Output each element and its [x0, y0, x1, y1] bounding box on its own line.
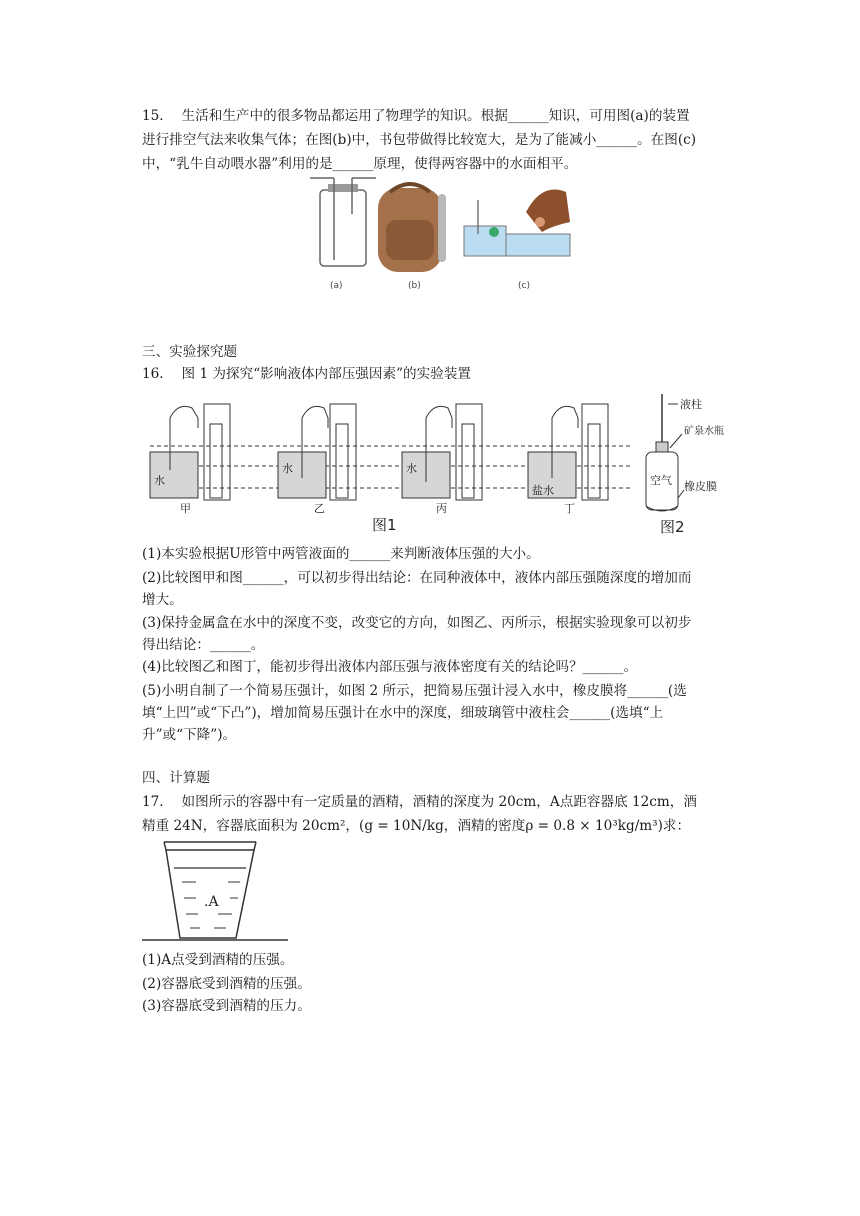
q17-sub-1: (1)A点受到酒精的压强。 — [142, 952, 294, 968]
q17-sub-2: (2)容器底受到酒精的压强。 — [142, 976, 311, 992]
figure-2-bottle-gauge — [634, 390, 744, 538]
panel-label-jia: 甲 — [180, 502, 191, 515]
q16-line-7: (5)小明自制了一个简易压强计，如图 2 所示，把简易压强计浸入水中，橡皮膜将______(选 — [142, 683, 687, 699]
q16-line-2: (2)比较图甲和图______，可以初步得出结论：在同种液体中，液体内部压强随深度的增加而 — [142, 570, 692, 586]
gauge-panel-bing — [402, 404, 482, 500]
q16-line-1: (1)本实验根据U形管中两管液面的______来判断液体压强的大小。 — [142, 546, 540, 562]
q15-line-2: 进行排空气法来收集气体；在图(b)中，书包带做得比较宽大，是为了能减小______。在图(c) — [142, 132, 697, 148]
liquid-label-ding: 盐水 — [532, 484, 554, 497]
caption-a: (a) — [330, 281, 343, 291]
q15-figures — [290, 174, 580, 296]
q16-intro: 16. 图 1 为探究“影响液体内部压强因素”的实验装置 — [142, 366, 472, 382]
label-water-bottle: 矿泉水瓶 — [684, 426, 724, 437]
q15-line-1: 15. 生活和生产中的很多物品都运用了物理学的知识。根据______知识，可用图(a)的装置 — [142, 108, 690, 124]
figure-1-caption: 图1 — [372, 516, 397, 534]
panel-label-ding: 丁 — [564, 502, 575, 515]
panel-label-yi: 乙 — [314, 502, 325, 515]
liquid-label-yi: 水 — [282, 462, 293, 475]
caption-c: (c) — [518, 281, 530, 291]
backpack-figure — [378, 184, 446, 272]
q16-line-3: 增大。 — [142, 592, 183, 608]
q17-line-2: 精重 24N，容器底面积为 20cm²，(g = 10N/kg，酒精的密度ρ = 0.8 × 10³kg/m³)求： — [142, 818, 691, 834]
q15-line-3: 中，“乳牛自动喂水器”利用的是______原理，使得两容器中的水面相平。 — [142, 156, 578, 172]
section-3-heading: 三、实验探究题 — [142, 344, 238, 360]
liquid-label-bing: 水 — [406, 462, 417, 475]
label-rubber-film: 橡皮膜 — [684, 480, 717, 493]
q16-line-9: 升”或“下降”)。 — [142, 727, 237, 743]
label-air: 空气 — [650, 474, 672, 487]
gauge-panel-yi — [278, 404, 356, 500]
point-a-label: .A — [204, 894, 219, 910]
figure-2-caption: 图2 — [660, 518, 685, 536]
figure-1-pressure-gauges — [140, 398, 630, 540]
q17-sub-3: (3)容器底受到酒精的压力。 — [142, 998, 311, 1014]
caption-b: (b) — [408, 281, 421, 291]
label-liquid-column: 液柱 — [680, 398, 702, 411]
alcohol-container-figure — [140, 838, 290, 948]
liquid-label-jia: 水 — [154, 474, 165, 487]
q16-line-6: (4)比较图乙和图丁，能初步得出液体内部压强与液体密度有关的结论吗？______。 — [142, 659, 638, 675]
cow-waterer-figure — [464, 190, 570, 257]
section-4-heading: 四、计算题 — [142, 770, 210, 786]
gas-bottle-figure — [310, 178, 376, 266]
q16-line-5: 得出结论：______。 — [142, 637, 265, 653]
panel-label-bing: 丙 — [436, 502, 447, 515]
q16-line-8: 填“上凹”或“下凸”)，增加简易压强计在水中的深度，细玻璃管中液柱会______(选填“上 — [142, 705, 664, 721]
q17-line-1: 17. 如图所示的容器中有一定质量的酒精，酒精的深度为 20cm，A点距容器底 12cm，酒 — [142, 794, 697, 810]
q16-line-4: (3)保持金属盒在水中的深度不变，改变它的方向，如图乙、丙所示，根据实验现象可以初步 — [142, 615, 692, 631]
